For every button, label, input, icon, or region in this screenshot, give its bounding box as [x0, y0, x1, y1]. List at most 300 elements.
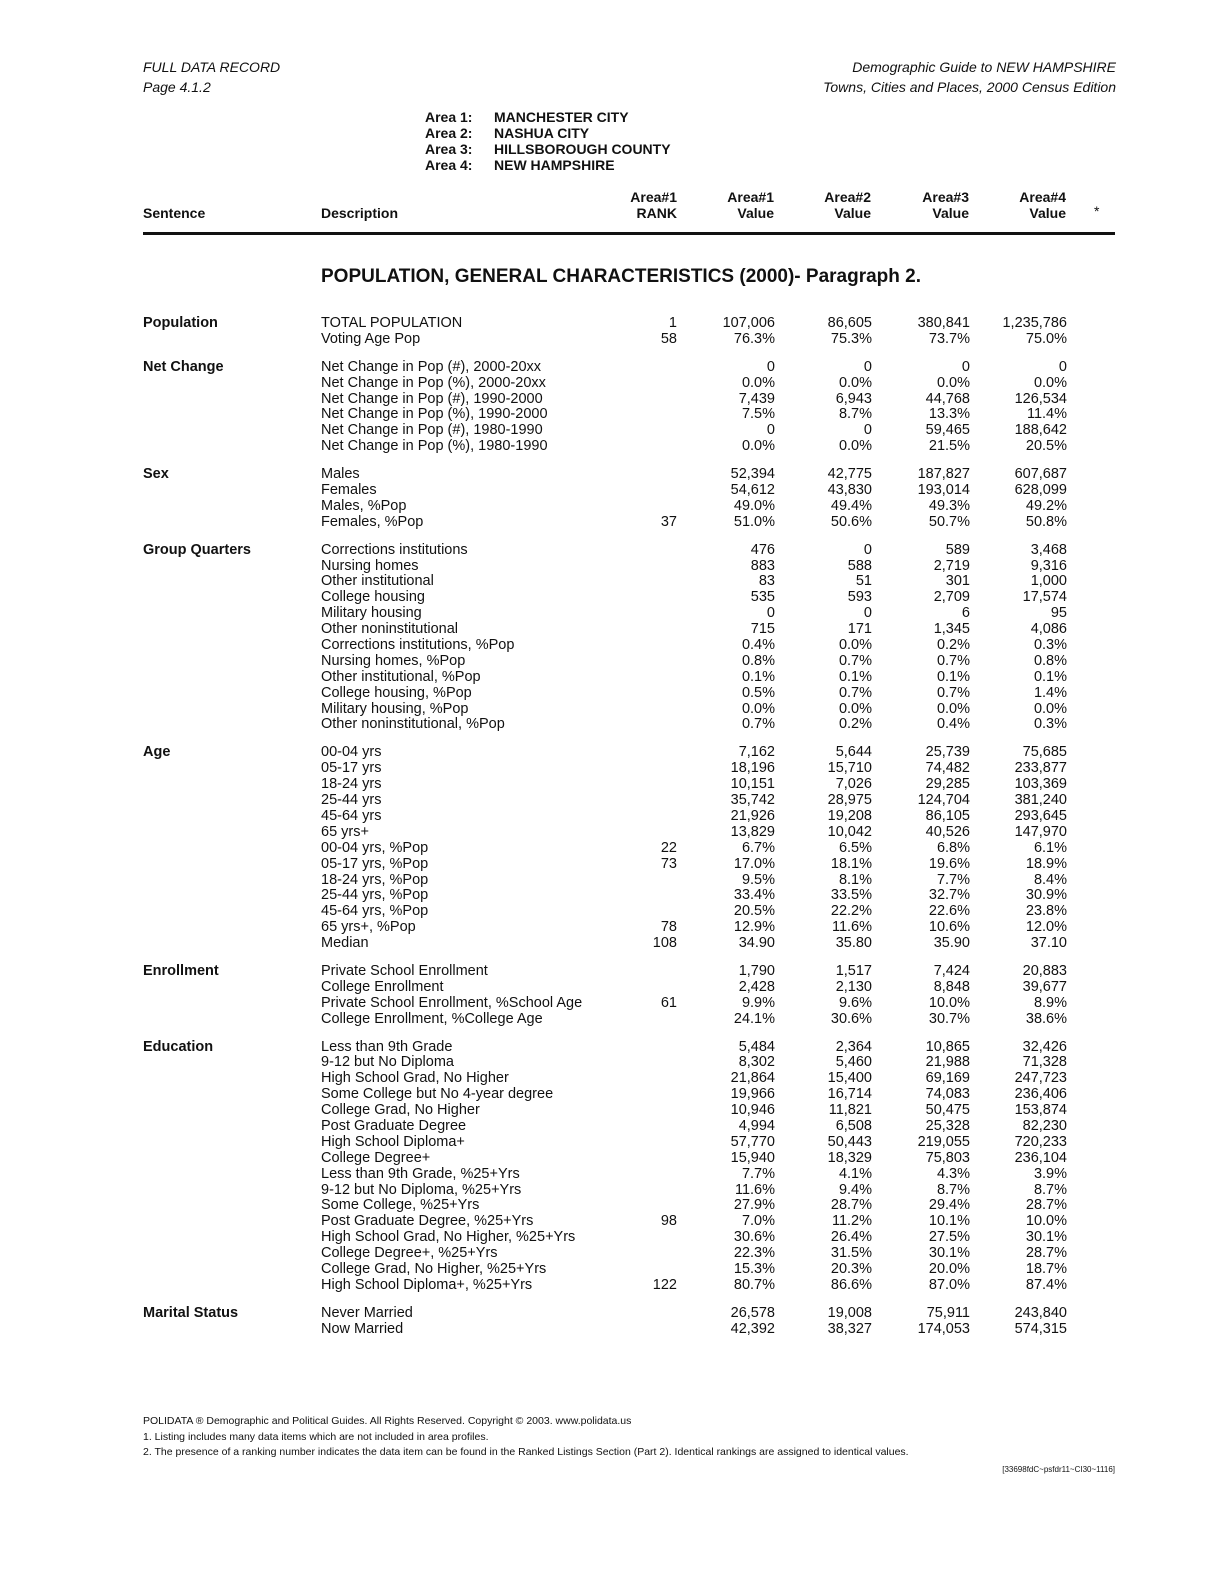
- row-area4-value: 30.9%: [1025, 887, 1067, 904]
- row-description: 00-04 yrs: [321, 744, 382, 761]
- table-row: [0, 980, 1224, 996]
- row-description: 9-12 but No Diploma, %25+Yrs: [321, 1181, 522, 1198]
- row-area1-value: 715: [750, 621, 775, 638]
- table-row: [0, 1167, 1224, 1183]
- row-area2-value: 6.5%: [838, 839, 872, 856]
- table-row: [0, 1040, 1224, 1056]
- row-description: High School Diploma+: [321, 1133, 465, 1150]
- data-group: [0, 745, 1224, 952]
- row-area4-value: 0.3%: [1033, 637, 1067, 654]
- row-area2-value: 50,443: [827, 1133, 872, 1150]
- table-row: [0, 1262, 1224, 1278]
- row-area1-value: 7,439: [738, 390, 775, 407]
- row-area3-value: 73.7%: [928, 330, 970, 347]
- row-area1-value: 10,151: [730, 776, 775, 793]
- row-description: College Enrollment: [321, 978, 444, 995]
- row-area2-value: 16,714: [827, 1086, 872, 1103]
- row-area4-value: 3.9%: [1033, 1165, 1067, 1182]
- row-area3-value: 0.1%: [936, 668, 970, 685]
- row-area1-value: 4,994: [738, 1117, 775, 1134]
- data-group: [0, 360, 1224, 455]
- row-area3-value: 29,285: [925, 776, 970, 793]
- row-area4-value: 17,574: [1022, 589, 1067, 606]
- table-row: [0, 904, 1224, 920]
- row-area4-value: 11.4%: [1026, 406, 1067, 423]
- row-area4-value: 381,240: [1014, 792, 1067, 809]
- row-rank: 37: [660, 513, 677, 530]
- row-area1-value: 0.8%: [741, 652, 775, 669]
- row-description: College Degree+: [321, 1149, 431, 1166]
- row-area4-value: 4,086: [1030, 621, 1067, 638]
- row-area2-value: 49.4%: [830, 497, 872, 514]
- row-area2-value: 4.1%: [838, 1165, 872, 1182]
- row-description: High School Grad, No Higher, %25+Yrs: [321, 1229, 576, 1246]
- row-area1-value: 5,484: [738, 1038, 775, 1055]
- row-area2-value: 588: [847, 557, 872, 574]
- row-area1-value: 0: [766, 358, 775, 375]
- row-area2-value: 7,026: [835, 776, 872, 793]
- row-area2-value: 0: [863, 422, 872, 439]
- row-area4-value: 18.7%: [1025, 1260, 1067, 1277]
- row-area4-value: 20.5%: [1025, 438, 1067, 455]
- table-row: [0, 1214, 1224, 1230]
- row-area2-value: 0: [863, 605, 872, 622]
- row-area2-value: 11.2%: [831, 1213, 872, 1230]
- row-area2-value: 1,517: [835, 962, 872, 979]
- row-description: Net Change in Pop (%), 1990-2000: [321, 406, 548, 423]
- data-group: [0, 316, 1224, 348]
- area-name: NEW HAMPSHIRE: [494, 157, 615, 173]
- row-area3-value: 75,911: [926, 1304, 970, 1321]
- row-area2-value: 5,460: [835, 1054, 872, 1071]
- row-rank: 122: [652, 1276, 677, 1293]
- record-type-label: FULL DATA RECORD: [143, 59, 281, 75]
- guide-subtitle: Towns, Cities and Places, 2000 Census Edition: [823, 79, 1116, 95]
- row-area1-value: 9.9%: [741, 994, 775, 1011]
- column-v3-bottom: Value: [932, 205, 969, 221]
- row-area2-value: 0.0%: [838, 700, 872, 717]
- row-description: 45-64 yrs: [321, 807, 382, 824]
- table-row: [0, 841, 1224, 857]
- table-row: [0, 761, 1224, 777]
- row-area2-value: 43,830: [827, 482, 872, 499]
- row-description: Private School Enrollment: [321, 962, 488, 979]
- row-description: Other institutional, %Pop: [321, 668, 481, 685]
- row-area2-value: 2,364: [835, 1038, 872, 1055]
- area-row: [425, 141, 671, 157]
- row-description: Net Change in Pop (#), 1990-2000: [321, 390, 543, 407]
- row-area3-value: 8.7%: [936, 1181, 970, 1198]
- table-row: [0, 1055, 1224, 1071]
- area-label: Area 4:: [425, 157, 473, 173]
- table-row: [0, 1012, 1224, 1028]
- row-area4-value: 6.1%: [1033, 839, 1067, 856]
- row-area1-value: 0.0%: [741, 438, 775, 455]
- row-area2-value: 50.6%: [830, 513, 872, 530]
- row-rank: 108: [652, 935, 677, 952]
- row-description: Private School Enrollment, %School Age: [321, 994, 583, 1011]
- table-row: [0, 964, 1224, 980]
- row-area1-value: 0.4%: [741, 637, 775, 654]
- row-area2-value: 86.6%: [830, 1276, 872, 1293]
- row-area1-value: 35,742: [730, 792, 775, 809]
- document-code: [33698fdC~psfdr11~CI30~1116]: [1002, 1465, 1115, 1474]
- row-description: Males, %Pop: [321, 497, 407, 514]
- row-area3-value: 87.0%: [928, 1276, 970, 1293]
- row-area2-value: 18.1%: [830, 855, 872, 872]
- row-area2-value: 10,042: [827, 823, 872, 840]
- row-rank: 73: [660, 855, 677, 872]
- row-area3-value: 27.5%: [928, 1229, 970, 1246]
- row-area4-value: 1,000: [1030, 573, 1067, 590]
- row-area1-value: 0.7%: [741, 716, 775, 733]
- row-area2-value: 86,605: [827, 315, 872, 331]
- row-area2-value: 0.7%: [838, 652, 872, 669]
- table-row: [0, 686, 1224, 702]
- row-area3-value: 193,014: [917, 482, 970, 499]
- row-area4-value: 628,099: [1014, 482, 1067, 499]
- row-area2-value: 8.1%: [838, 871, 872, 888]
- row-area3-value: 124,704: [917, 792, 970, 809]
- row-area3-value: 74,482: [925, 760, 970, 777]
- row-description: Post Graduate Degree: [321, 1117, 467, 1134]
- group-name: Age: [143, 744, 171, 761]
- row-description: 05-17 yrs, %Pop: [321, 855, 429, 872]
- table-row: [0, 332, 1224, 348]
- row-area2-value: 18,329: [827, 1149, 872, 1166]
- row-area2-value: 0.0%: [838, 374, 872, 391]
- row-area2-value: 8.7%: [838, 406, 872, 423]
- data-group: [0, 467, 1224, 531]
- row-area3-value: 301: [945, 573, 970, 590]
- row-area3-value: 29.4%: [928, 1197, 970, 1214]
- row-description: Females, %Pop: [321, 513, 424, 530]
- row-area2-value: 51: [855, 573, 872, 590]
- column-v2-bottom: Value: [834, 205, 871, 221]
- row-area4-value: 75,685: [1022, 744, 1067, 761]
- table-row: [0, 590, 1224, 606]
- row-description: Less than 9th Grade, %25+Yrs: [321, 1165, 520, 1182]
- row-area2-value: 6,508: [835, 1117, 872, 1134]
- row-area3-value: 69,169: [925, 1070, 970, 1087]
- row-area1-value: 52,394: [730, 466, 775, 483]
- row-area3-value: 7.7%: [936, 871, 970, 888]
- row-area3-value: 21.5%: [928, 438, 970, 455]
- group-name: Population: [143, 315, 218, 331]
- table-row: [0, 1322, 1224, 1338]
- table-row: [0, 793, 1224, 809]
- row-description: Corrections institutions: [321, 541, 468, 558]
- row-area4-value: 9,316: [1030, 557, 1067, 574]
- area-row: [425, 157, 671, 173]
- row-area3-value: 75,803: [925, 1149, 970, 1166]
- row-area2-value: 0.0%: [838, 637, 872, 654]
- row-area2-value: 9.4%: [838, 1181, 872, 1198]
- table-row: [0, 622, 1224, 638]
- column-v2-top: Area#2: [824, 189, 871, 205]
- row-description: Some College, %25+Yrs: [321, 1197, 480, 1214]
- row-area2-value: 75.3%: [830, 330, 872, 347]
- row-area4-value: 126,534: [1014, 390, 1067, 407]
- row-area1-value: 42,392: [730, 1320, 775, 1337]
- row-description: College housing: [321, 589, 425, 606]
- row-description: Net Change in Pop (#), 1980-1990: [321, 422, 543, 439]
- table-row: [0, 809, 1224, 825]
- row-area3-value: 4.3%: [936, 1165, 970, 1182]
- row-area3-value: 10,865: [925, 1038, 970, 1055]
- guide-title: Demographic Guide to NEW HAMPSHIRE: [852, 59, 1116, 75]
- table-row: [0, 777, 1224, 793]
- row-area1-value: 0.1%: [741, 668, 775, 685]
- table-row: [0, 559, 1224, 575]
- table-row: [0, 1183, 1224, 1199]
- data-table: [0, 316, 1224, 1350]
- table-row: [0, 392, 1224, 408]
- row-area1-value: 107,006: [722, 315, 775, 331]
- row-area2-value: 31.5%: [830, 1245, 872, 1262]
- row-description: Less than 9th Grade: [321, 1038, 453, 1055]
- column-v1-bottom: Value: [737, 205, 774, 221]
- table-row: [0, 407, 1224, 423]
- row-area3-value: 30.7%: [928, 1010, 970, 1027]
- area-label: Area 3:: [425, 141, 473, 157]
- row-area4-value: 236,104: [1014, 1149, 1067, 1166]
- row-area2-value: 0: [863, 358, 872, 375]
- row-description: 05-17 yrs: [321, 760, 382, 777]
- area-row: [425, 109, 671, 125]
- row-area1-value: 51.0%: [733, 513, 775, 530]
- column-v4-bottom: Value: [1029, 205, 1066, 221]
- data-group: [0, 1306, 1224, 1338]
- row-area4-value: 32,426: [1022, 1038, 1067, 1055]
- column-star: *: [1094, 203, 1100, 219]
- row-area3-value: 0.2%: [936, 637, 970, 654]
- row-area4-value: 75.0%: [1025, 330, 1067, 347]
- row-area3-value: 50.7%: [928, 513, 970, 530]
- group-name: Marital Status: [143, 1304, 239, 1321]
- row-area4-value: 30.1%: [1025, 1229, 1067, 1246]
- table-row: [0, 360, 1224, 376]
- row-area1-value: 535: [750, 589, 775, 606]
- row-description: Net Change in Pop (%), 1980-1990: [321, 438, 548, 455]
- row-area1-value: 0.0%: [741, 374, 775, 391]
- row-area4-value: 39,677: [1022, 978, 1067, 995]
- table-row: [0, 376, 1224, 392]
- row-area1-value: 76.3%: [733, 330, 775, 347]
- table-row: [0, 670, 1224, 686]
- table-row: [0, 888, 1224, 904]
- row-area1-value: 0: [766, 605, 775, 622]
- area-name: MANCHESTER CITY: [494, 109, 629, 125]
- table-row: [0, 920, 1224, 936]
- row-area1-value: 9.5%: [741, 871, 775, 888]
- row-area4-value: 243,840: [1014, 1304, 1067, 1321]
- row-area2-value: 593: [847, 589, 872, 606]
- group-name: Net Change: [143, 358, 224, 375]
- row-area3-value: 86,105: [925, 807, 970, 824]
- table-row: [0, 702, 1224, 718]
- row-area4-value: 8.9%: [1033, 994, 1067, 1011]
- table-row: [0, 483, 1224, 499]
- area-label: Area 1:: [425, 109, 473, 125]
- row-area2-value: 9.6%: [838, 994, 872, 1011]
- row-area4-value: 720,233: [1014, 1133, 1067, 1150]
- table-row: [0, 574, 1224, 590]
- row-area4-value: 18.9%: [1025, 855, 1067, 872]
- row-area4-value: 12.0%: [1025, 919, 1067, 936]
- table-row: [0, 1135, 1224, 1151]
- row-area4-value: 293,645: [1014, 807, 1067, 824]
- row-area4-value: 103,369: [1014, 776, 1067, 793]
- row-area4-value: 95: [1050, 605, 1067, 622]
- row-area4-value: 147,970: [1014, 823, 1067, 840]
- table-row: [0, 936, 1224, 952]
- row-area4-value: 87.4%: [1025, 1276, 1067, 1293]
- row-area3-value: 32.7%: [928, 887, 970, 904]
- row-area1-value: 83: [758, 573, 775, 590]
- header-rule: [143, 232, 1115, 235]
- row-area3-value: 8,848: [933, 978, 970, 995]
- row-area1-value: 80.7%: [733, 1276, 775, 1293]
- column-sentence: Sentence: [143, 205, 206, 221]
- row-area2-value: 20.3%: [830, 1260, 872, 1277]
- row-area3-value: 6: [961, 605, 970, 622]
- row-rank: 61: [660, 994, 677, 1011]
- row-description: 25-44 yrs, %Pop: [321, 887, 429, 904]
- row-area1-value: 6.7%: [741, 839, 775, 856]
- row-area1-value: 15.3%: [733, 1260, 775, 1277]
- row-area3-value: 10.1%: [928, 1213, 970, 1230]
- row-area4-value: 28.7%: [1025, 1245, 1067, 1262]
- table-row: [0, 543, 1224, 559]
- row-area2-value: 0.2%: [838, 716, 872, 733]
- row-area4-value: 50.8%: [1025, 513, 1067, 530]
- row-area3-value: 40,526: [925, 823, 970, 840]
- row-area3-value: 10.0%: [928, 994, 970, 1011]
- footnote-2: 2. The presence of a ranking number indicates the data item can be found in the Ranked Listings Section (Part 2). Identical rankings are assigned to identical values.: [143, 1446, 909, 1458]
- row-area1-value: 7.7%: [741, 1165, 775, 1182]
- row-area3-value: 174,053: [917, 1320, 970, 1337]
- row-area1-value: 12.9%: [733, 919, 775, 936]
- row-area3-value: 7,424: [933, 962, 970, 979]
- row-area3-value: 35.90: [933, 935, 970, 952]
- row-description: Net Change in Pop (%), 2000-20xx: [321, 374, 546, 391]
- table-row: [0, 515, 1224, 531]
- row-area3-value: 187,827: [917, 466, 970, 483]
- row-area3-value: 50,475: [925, 1102, 970, 1119]
- row-area4-value: 233,877: [1014, 760, 1067, 777]
- row-area3-value: 13.3%: [928, 406, 970, 423]
- row-area2-value: 15,400: [827, 1070, 872, 1087]
- row-description: Now Married: [321, 1320, 404, 1337]
- row-area3-value: 380,841: [917, 315, 970, 331]
- row-description: Some College but No 4-year degree: [321, 1086, 554, 1103]
- row-description: College housing, %Pop: [321, 684, 472, 701]
- row-description: 65 yrs+: [321, 823, 369, 840]
- row-area2-value: 15,710: [827, 760, 872, 777]
- row-description: High School Grad, No Higher: [321, 1070, 509, 1087]
- row-area1-value: 22.3%: [733, 1245, 775, 1262]
- row-area1-value: 21,926: [730, 807, 775, 824]
- row-area3-value: 0.4%: [936, 716, 970, 733]
- row-area3-value: 21,988: [925, 1054, 970, 1071]
- table-row: [0, 423, 1224, 439]
- row-rank: 58: [660, 330, 677, 347]
- row-area3-value: 0.7%: [936, 684, 970, 701]
- row-description: 65 yrs+, %Pop: [321, 919, 416, 936]
- row-area1-value: 57,770: [730, 1133, 775, 1150]
- group-name: Enrollment: [143, 962, 219, 979]
- row-area4-value: 3,468: [1030, 541, 1067, 558]
- row-area3-value: 74,083: [925, 1086, 970, 1103]
- row-area1-value: 11.6%: [734, 1181, 775, 1198]
- row-area2-value: 33.5%: [830, 887, 872, 904]
- row-area1-value: 30.6%: [733, 1229, 775, 1246]
- row-area2-value: 42,775: [827, 466, 872, 483]
- row-area2-value: 2,130: [835, 978, 872, 995]
- table-row: [0, 857, 1224, 873]
- row-area2-value: 38,327: [827, 1320, 872, 1337]
- column-rank-top: Area#1: [630, 189, 677, 205]
- row-area3-value: 59,465: [925, 422, 970, 439]
- column-rank-bottom: RANK: [636, 205, 677, 221]
- table-row: [0, 1119, 1224, 1135]
- row-area3-value: 219,055: [917, 1133, 970, 1150]
- row-description: 45-64 yrs, %Pop: [321, 903, 429, 920]
- row-area2-value: 28,975: [827, 792, 872, 809]
- row-area2-value: 171: [847, 621, 872, 638]
- row-area4-value: 37.10: [1030, 935, 1067, 952]
- row-rank: 1: [668, 315, 677, 331]
- row-area4-value: 153,874: [1014, 1102, 1067, 1119]
- row-description: Voting Age Pop: [321, 330, 421, 347]
- row-area4-value: 71,328: [1022, 1054, 1067, 1071]
- row-area3-value: 30.1%: [928, 1245, 970, 1262]
- row-area4-value: 38.6%: [1025, 1010, 1067, 1027]
- row-area1-value: 2,428: [738, 978, 775, 995]
- table-row: [0, 316, 1224, 332]
- area-name: NASHUA CITY: [494, 125, 590, 141]
- row-area3-value: 25,328: [925, 1117, 970, 1134]
- row-area2-value: 0.0%: [838, 438, 872, 455]
- column-v3-top: Area#3: [922, 189, 969, 205]
- row-area2-value: 30.6%: [830, 1010, 872, 1027]
- table-row: [0, 1103, 1224, 1119]
- row-description: Other noninstitutional: [321, 621, 459, 638]
- row-description: 18-24 yrs: [321, 776, 382, 793]
- row-area3-value: 22.6%: [928, 903, 970, 920]
- row-area4-value: 23.8%: [1025, 903, 1067, 920]
- column-v1-top: Area#1: [727, 189, 774, 205]
- row-area4-value: 236,406: [1014, 1086, 1067, 1103]
- row-area3-value: 49.3%: [928, 497, 970, 514]
- row-area2-value: 11,821: [828, 1102, 872, 1119]
- row-area2-value: 19,008: [827, 1304, 872, 1321]
- column-v4-top: Area#4: [1019, 189, 1066, 205]
- row-area3-value: 589: [945, 541, 970, 558]
- table-row: [0, 606, 1224, 622]
- row-area2-value: 28.7%: [830, 1197, 872, 1214]
- row-area1-value: 26,578: [730, 1304, 775, 1321]
- row-description: Military housing: [321, 605, 422, 622]
- row-area3-value: 0.0%: [936, 700, 970, 717]
- group-name: Sex: [143, 466, 169, 483]
- row-area1-value: 24.1%: [733, 1010, 775, 1027]
- row-area1-value: 883: [750, 557, 775, 574]
- row-description: Never Married: [321, 1304, 413, 1321]
- copyright-line: POLIDATA ® Demographic and Political Guides. All Rights Reserved. Copyright © 2003. www.polidata.us: [143, 1415, 632, 1427]
- row-area1-value: 0.0%: [741, 700, 775, 717]
